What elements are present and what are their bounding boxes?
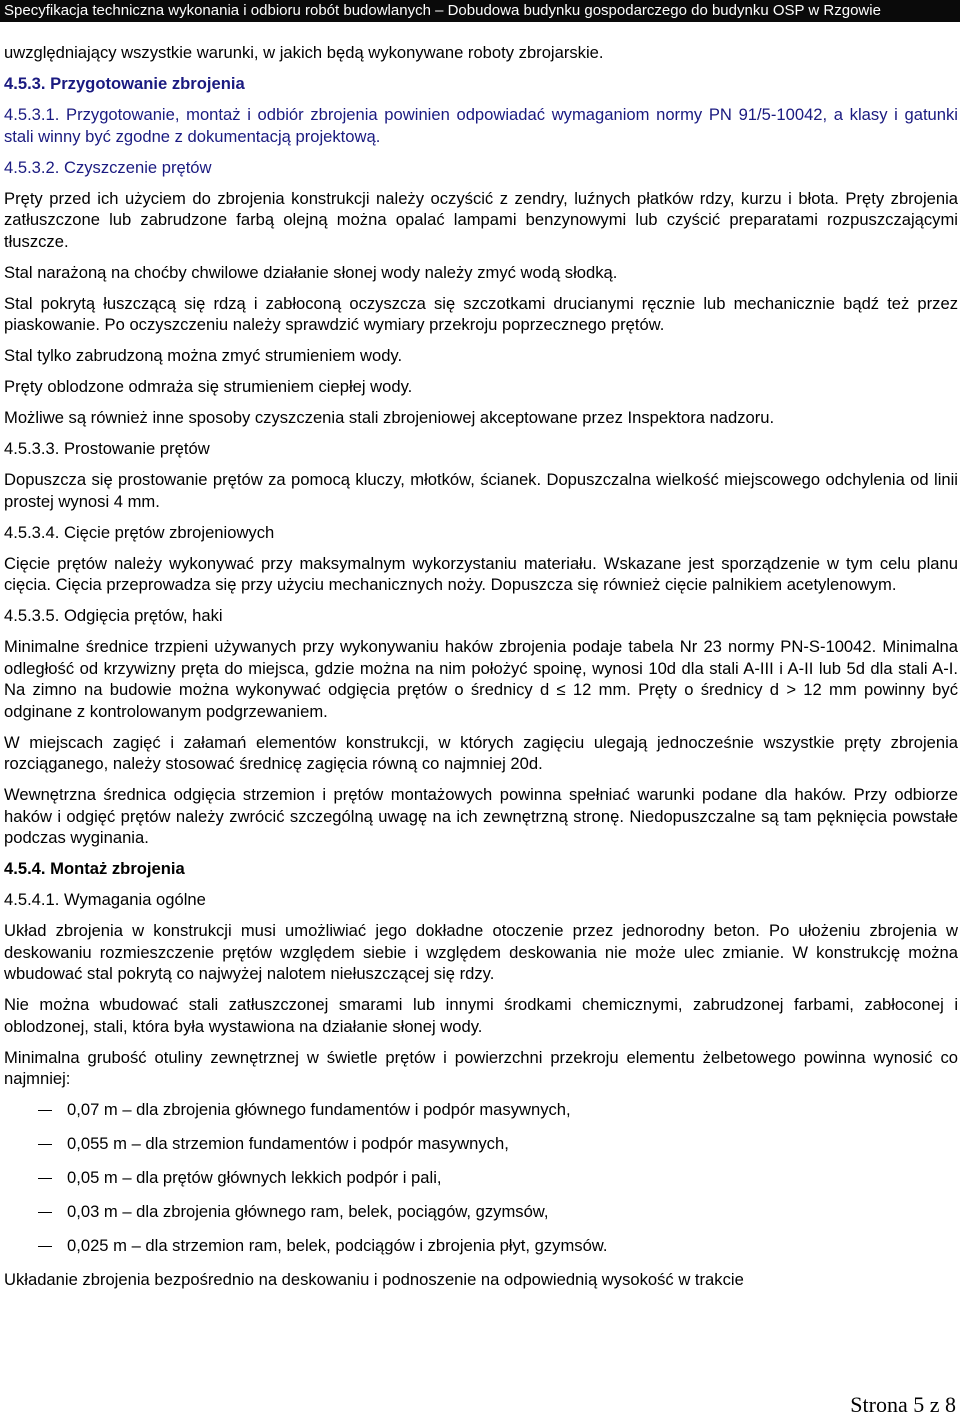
subsection-heading: 4.5.3.4. Cięcie prętów zbrojeniowych [4,522,275,542]
list-item: 0,025 m – dla strzemion ram, belek, podciągów i zbrojenia płyt, gzymsów. [4,1235,958,1257]
paragraph: Układ zbrojenia w konstrukcji musi umożliwiać jego dokładne otoczenie przez jednorodny beton. Po ułożeniu zbrojenia w deskowaniu rozmieszczenie prętów względem siebie i względem deskowania nie może ulec zmianie. W konstrukcję można wbudować stal pokrytą co najwyżej nalotem niełuszczącej się rdzy. [4,921,958,983]
dash-bullet-icon [38,1178,52,1179]
dash-bullet-icon [38,1110,52,1111]
paragraph: Stal tylko zabrudzoną można zmyć strumieniem wody. [4,346,403,365]
list-item: 0,055 m – dla strzemion fundamentów i podpór masywnych, [4,1133,958,1155]
paragraph: Dopuszcza się prostowanie prętów za pomocą kluczy, młotków, ścianek. Dopuszczalna wielkość miejscowego odchylenia od linii prostej wynosi 4 mm. [4,470,958,511]
dash-bullet-icon [38,1144,52,1145]
paragraph: Minimalna grubość otuliny zewnętrznej w świetle prętów i powierzchni przekroju elementu żelbetowego powinna wynosić co najmniej: [4,1047,958,1088]
paragraph: Pręty oblodzone odmraża się strumieniem ciepłej wody. [4,377,413,396]
subsection-heading: 4.5.4.1. Wymagania ogólne [4,890,206,909]
list-item: 0,03 m – dla zbrojenia głównego ram, belek, pociągów, gzymsów, [4,1201,958,1223]
subsection-heading: 4.5.3.5. Odgięcia prętów, haki [4,606,223,625]
paragraph: Pręty przed ich użyciem do zbrojenia konstrukcji należy oczyścić z zendry, luźnych płatków rdzy, kurzu i błota. Pręty zbrojenia zatłuszczone lub zabrudzone farbą olejną można opalać lampami benzynowymi lub czyścić preparatami rozpuszczającymi tłuszcze. [4,188,958,251]
list-item: 0,05 m – dla prętów głównych lekkich podpór i pali, [4,1167,958,1189]
document-header [0,0,960,22]
cover-thickness-list [4,1099,958,1257]
subsection-heading: 4.5.3.2. Czyszczenie prętów [4,157,212,177]
list-item: 0,07 m – dla zbrojenia głównego fundamentów i podpór masywnych, [4,1099,958,1121]
paragraph: W miejscach zagięć i załamań elementów konstrukcji, w których zagięciu ulegają jednocześnie wszystkie pręty zbrojenia rozciąganego, należy stosować średnicę zagięcia równą co najmniej 20d. [4,732,958,773]
paragraph: Układanie zbrojenia bezpośrednio na deskowaniu i podnoszenie na odpowiednią wysokość w trakcie [4,1270,744,1289]
section-heading: 4.5.4. Montaż zbrojenia [4,859,185,878]
paragraph: Nie można wbudować stali zatłuszczonej smarami lub innymi środkami chemicznymi, zabrudzonej farbami, zabłoconej i oblodzonej, stali, która była wystawiona na działanie słonej wody. [4,995,958,1036]
section-heading: 4.5.3. Przygotowanie zbrojenia [4,74,245,93]
paragraph: Wewnętrzna średnica odgięcia strzemion i prętów montażowych powinna spełniać warunki podane dla haków. Przy odbiorze haków i odgięć prętów należy zwrócić szczególną uwagę na ich zewnętrzną stronę. Niedopuszczalne są tam pęknięcia powstałe podczas wyginania. [4,785,958,847]
paragraph: Stal pokrytą łuszczącą się rdzą i zabłoconą oczyszcza się szczotkami drucianymi ręcznie lub mechanicznie bądź też przez piaskowanie. Po oczyszczeniu należy sprawdzić wymiary przekroju poprzecznego prętów. [4,293,958,334]
dash-bullet-icon [38,1246,52,1247]
document-body [4,42,958,1300]
subsection-heading: 4.5.3.3. Prostowanie prętów [4,439,210,458]
dash-bullet-icon [38,1212,52,1213]
paragraph: Stal narażoną na choćby chwilowe działanie słonej wody należy zmyć wodą słodką. [4,262,618,282]
paragraph: Możliwe są również inne sposoby czyszczenia stali zbrojeniowej akceptowane przez Inspektora nadzoru. [4,408,775,427]
paragraph: 4.5.3.1. Przygotowanie, montaż i odbiór zbrojenia powinien odpowiadać wymaganiom normy PN 91/5-10042, a klasy i gatunki stali winny być zgodne z dokumentacją projektową. [4,105,958,146]
header-title: Specyfikacja techniczna wykonania i odbioru robót budowlanych – Dobudowa budynku gospodarczego do budynku OSP w Rzgowie [4,2,881,19]
page-number: Strona 5 z 8 [850,1392,956,1417]
paragraph: Minimalne średnice trzpieni używanych przy wykonywaniu haków zbrojenia podaje tabela Nr 23 normy PN-S-10042. Minimalna odległość od krzywizny pręta do miejsca, gdzie można na nim położyć spoinę, wynosi 10d dla stali A-III i A-II lub 5d dla stali A-I. Na zimno na budowie można wykonywać odgięcia prętów o średnicy d ≤ 12 mm. Pręty o średnicy d > 12 mm powinny być odginane z kontrolowanym podgrzewaniem. [4,637,958,721]
paragraph: uwzględniający wszystkie warunki, w jakich będą wykonywane roboty zbrojarskie. [4,43,604,62]
paragraph: Cięcie prętów należy wykonywać przy maksymalnym wykorzystaniu materiału. Wskazane jest sporządzenie w tym celu planu cięcia. Cięcia przeprowadza się przy użyciu mechanicznych noży. Dopuszcza się również cięcie palnikiem acetylenowym. [4,553,958,594]
